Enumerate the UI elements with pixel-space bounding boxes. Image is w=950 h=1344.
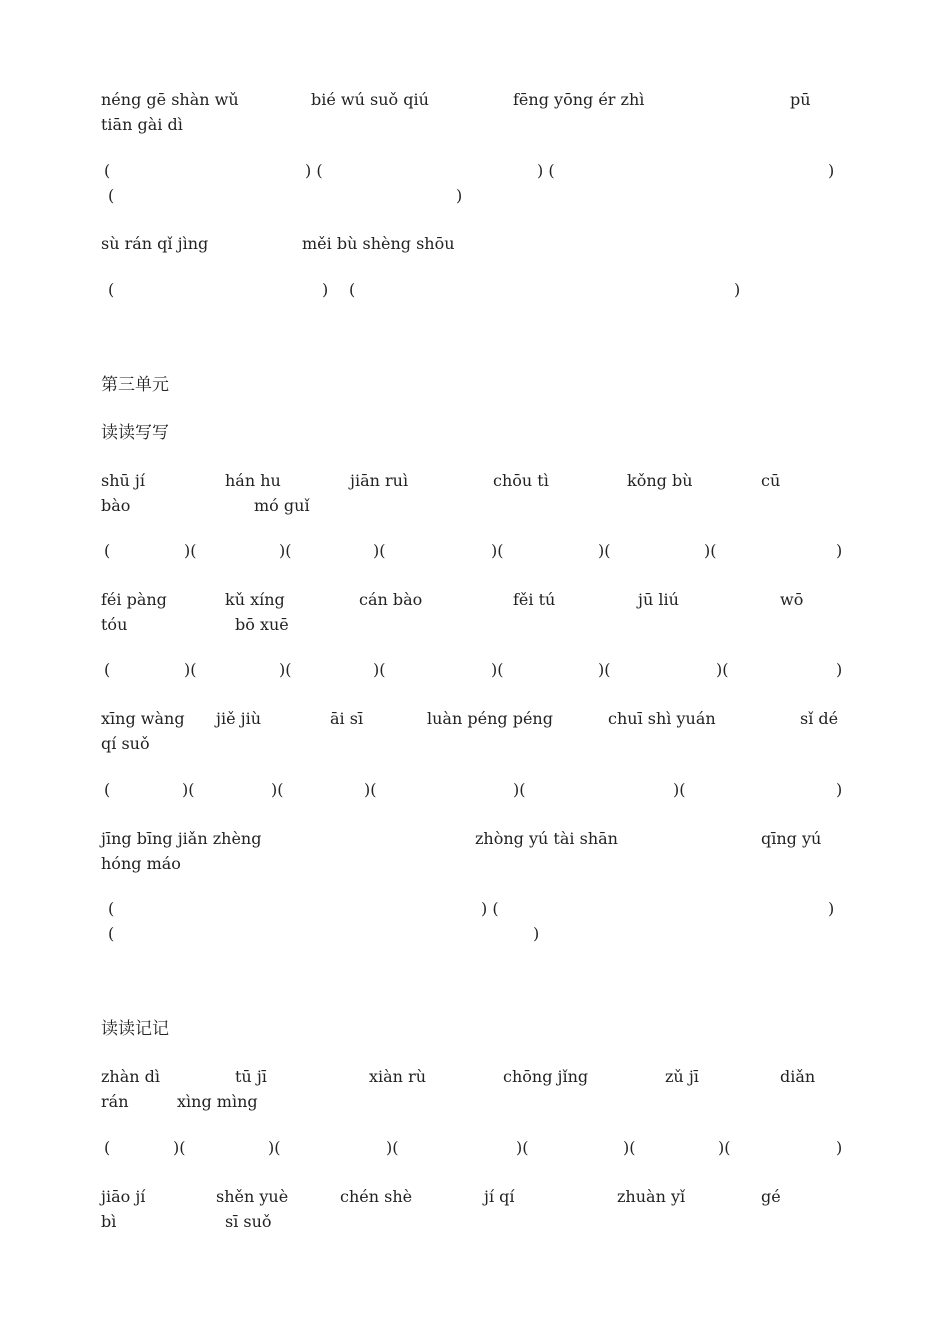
pinyin-term: tū jī [235,1067,267,1086]
pinyin-term: diǎn [780,1067,816,1086]
pinyin-term: shěn yuè [216,1187,289,1206]
answer-blank[interactable]: ) ( [481,899,499,918]
answer-blank[interactable]: )( [184,660,197,679]
answer-blank-line [0,899,835,919]
pinyin-term: chōu tì [493,471,549,490]
answer-blank[interactable]: )( [364,780,377,799]
pinyin-term: kǔ xíng [225,590,285,609]
answer-blank[interactable]: ) ( [537,161,555,180]
pinyin-term: qí suǒ [101,734,150,753]
answer-blank-line [0,660,843,680]
pinyin-term: zhàn dì [101,1067,161,1086]
pinyin-term: jiāo jí [101,1187,146,1206]
pinyin-line [0,590,804,610]
pinyin-term: tiān gài dì [101,115,183,134]
pinyin-term: cán bào [359,590,423,609]
pinyin-term: fěi tú [513,590,556,609]
pinyin-term: hóng máo [101,854,181,873]
answer-blank[interactable]: ( [104,1138,111,1157]
pinyin-line [0,709,839,729]
answer-blank[interactable]: ( [104,161,111,180]
pinyin-line [0,615,289,635]
pinyin-line [0,734,150,754]
answer-blank[interactable]: ) ( [305,161,323,180]
answer-blank[interactable]: ) [828,161,835,180]
pinyin-term: jiě jiù [216,709,262,728]
answer-blank[interactable]: )( [718,1138,731,1157]
answer-blank[interactable]: ) [836,780,843,799]
answer-blank[interactable]: ) [533,924,540,943]
answer-blank[interactable]: )( [173,1138,186,1157]
pinyin-line [0,496,310,516]
pinyin-term: tóu [101,615,128,634]
answer-blank[interactable]: )( [598,660,611,679]
pinyin-term: shū jí [101,471,145,490]
pinyin-term: wō [780,590,804,609]
answer-blank[interactable]: )( [279,541,292,560]
answer-blank[interactable]: )( [598,541,611,560]
answer-blank[interactable]: )( [386,1138,399,1157]
answer-blank[interactable]: )( [491,541,504,560]
answer-blank-line [0,780,843,800]
pinyin-term: jīng bīng jiǎn zhèng [101,829,262,848]
answer-blank[interactable]: )( [673,780,686,799]
pinyin-term: sǐ dé [800,709,839,728]
answer-blank[interactable]: )( [704,541,717,560]
pinyin-term: sī suǒ [225,1212,272,1231]
pinyin-line [0,829,822,849]
pinyin-line [0,234,455,254]
pinyin-line [0,854,181,874]
answer-blank[interactable]: )( [279,660,292,679]
pinyin-term: rán [101,1092,129,1111]
pinyin-term: zhuàn yǐ [617,1187,686,1206]
pinyin-term: xìng mìng [177,1092,258,1111]
pinyin-term: féi pàng [101,590,167,609]
answer-blank[interactable]: )( [491,660,504,679]
answer-blank[interactable]: ) [734,280,741,299]
answer-blank[interactable]: ( [104,660,111,679]
answer-blank[interactable]: )( [373,541,386,560]
answer-blank-line [0,924,540,944]
answer-blank[interactable]: ( [108,280,115,299]
pinyin-term: kǒng bù [627,471,693,490]
pinyin-line [0,1187,781,1207]
pinyin-term: jí qí [484,1187,515,1206]
answer-blank[interactable]: ( [349,280,356,299]
pinyin-term: fēng yōng ér zhì [513,90,645,109]
unit-title: 第三单元 [101,375,169,395]
answer-blank[interactable]: )( [373,660,386,679]
pinyin-term: bì [101,1212,117,1231]
pinyin-line [0,115,183,135]
answer-blank[interactable]: )( [516,1138,529,1157]
answer-blank-line [0,541,843,561]
answer-blank[interactable]: ) [456,186,463,205]
answer-blank[interactable]: )( [623,1138,636,1157]
pinyin-term: luàn péng péng [427,709,553,728]
answer-blank[interactable]: ) [836,1138,843,1157]
answer-blank[interactable]: ) [836,541,843,560]
answer-blank[interactable]: )( [184,541,197,560]
pinyin-term: qīng yú [761,829,822,848]
pinyin-term: gé [761,1187,781,1206]
pinyin-term: cū [761,471,781,490]
answer-blank[interactable]: )( [716,660,729,679]
pinyin-term: chōng jǐng [503,1067,589,1086]
pinyin-line [0,471,781,491]
pinyin-term: hán hu [225,471,281,490]
answer-blank[interactable]: )( [271,780,284,799]
answer-blank[interactable]: ( [104,780,111,799]
pinyin-term: xiàn rù [369,1067,427,1086]
pinyin-term: bō xuē [235,615,289,634]
pinyin-term: sù rán qǐ jìng [101,234,209,253]
answer-blank[interactable]: )( [513,780,526,799]
pinyin-term: bié wú suǒ qiú [311,90,429,109]
answer-blank[interactable]: ( [108,924,115,943]
section-heading-read-write: 读读写写 [101,423,169,443]
pinyin-line [0,1067,816,1087]
pinyin-term: pū [790,90,811,109]
answer-blank-line [0,186,463,206]
pinyin-term: chuī shì yuán [608,709,716,728]
pinyin-line [0,90,811,110]
pinyin-term: chén shè [340,1187,413,1206]
pinyin-term: zhòng yú tài shān [475,829,618,848]
answer-blank-line [0,161,835,181]
answer-blank[interactable]: ) [828,899,835,918]
pinyin-term: xīng wàng [101,709,185,728]
pinyin-term: néng gē shàn wǔ [101,90,239,109]
pinyin-line [0,1092,258,1112]
pinyin-line [0,1212,272,1232]
answer-blank[interactable]: )( [182,780,195,799]
pinyin-term: bào [101,496,131,515]
answer-blank[interactable]: ( [104,541,111,560]
pinyin-term: jiān ruì [350,471,409,490]
answer-blank[interactable]: ) [836,660,843,679]
answer-blank-line [0,280,741,300]
answer-blank[interactable]: ) [322,280,329,299]
answer-blank[interactable]: )( [268,1138,281,1157]
pinyin-term: āi sī [330,709,364,728]
pinyin-term: jū liú [638,590,679,609]
pinyin-term: zǔ jī [665,1067,699,1086]
answer-blank[interactable]: ( [108,186,115,205]
answer-blank-line [0,1138,843,1158]
pinyin-term: mó guǐ [254,496,310,515]
section-heading-read-remember: 读读记记 [101,1019,169,1039]
answer-blank[interactable]: ( [108,899,115,918]
pinyin-term: měi bù shèng shōu [302,234,455,253]
